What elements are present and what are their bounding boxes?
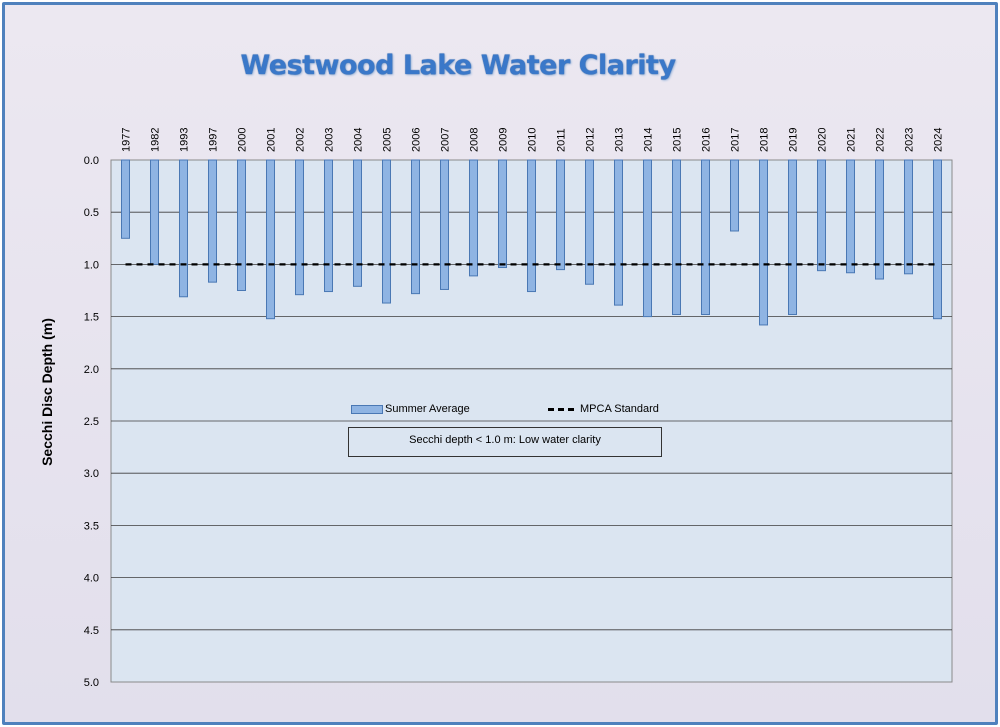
annotation-box: Secchi depth < 1.0 m: Low water clarity — [348, 427, 662, 457]
bar — [528, 160, 536, 292]
bar — [789, 160, 797, 315]
legend-label-summer-average: Summer Average — [385, 403, 470, 415]
x-tick-label: 2011 — [555, 128, 568, 152]
bar — [325, 160, 333, 292]
bar — [731, 160, 739, 231]
y-tick-label: 3.5 — [83, 520, 99, 533]
y-tick-label: 3.0 — [83, 468, 99, 481]
x-tick-label: 2008 — [468, 127, 481, 152]
y-tick-label: 1.0 — [83, 259, 99, 272]
y-tick-label: 1.5 — [83, 311, 99, 324]
y-tick-label: 0.5 — [83, 207, 99, 220]
bar — [934, 160, 942, 319]
bar — [586, 160, 594, 284]
bar — [412, 160, 420, 294]
bar — [644, 160, 652, 317]
x-tick-label: 2009 — [497, 127, 510, 152]
y-tick-label: 0.0 — [83, 155, 99, 167]
bar — [296, 160, 304, 295]
bar — [615, 160, 623, 305]
y-tick-label: 4.0 — [83, 572, 99, 585]
bar — [876, 160, 884, 279]
x-tick-label: 2010 — [526, 127, 539, 152]
bar — [383, 160, 391, 303]
legend-swatch-bar — [351, 405, 383, 414]
x-tick-label: 2001 — [265, 127, 278, 152]
legend-item-summer-average — [351, 403, 470, 415]
x-tick-label: 2013 — [613, 127, 626, 152]
y-axis-title: Secchi Disc Depth (m) — [39, 318, 55, 466]
legend-label-mpca-standard: MPCA Standard — [580, 403, 659, 415]
y-tick-label: 5.0 — [83, 677, 99, 689]
x-tick-label: 2006 — [410, 127, 423, 152]
x-tick-label: 2004 — [352, 127, 365, 152]
x-tick-label: 1982 — [149, 127, 162, 152]
x-tick-label: 2017 — [729, 127, 742, 152]
bar — [122, 160, 130, 238]
x-tick-label: 2014 — [642, 127, 655, 152]
x-tick-label: 2018 — [758, 127, 771, 152]
legend-item-mpca-standard — [548, 403, 659, 415]
bar — [441, 160, 449, 289]
bar — [470, 160, 478, 276]
bar — [818, 160, 826, 271]
chart-title: Westwood Lake Water Clarity — [240, 50, 676, 81]
y-tick-label: 4.5 — [83, 624, 99, 637]
x-tick-label: 1977 — [120, 127, 133, 152]
x-tick-label: 2015 — [671, 127, 684, 152]
bar — [238, 160, 246, 291]
bar — [673, 160, 681, 315]
bar — [267, 160, 275, 319]
x-tick-label: 2024 — [932, 127, 945, 152]
bar — [180, 160, 188, 297]
x-tick-label: 1997 — [207, 127, 220, 152]
bar — [151, 160, 159, 264]
x-tick-label: 2021 — [845, 127, 858, 152]
bar — [354, 160, 362, 286]
y-tick-label: 2.5 — [83, 416, 99, 428]
x-tick-label: 2020 — [816, 127, 829, 152]
bar — [557, 160, 565, 270]
x-tick-label: 2012 — [584, 127, 597, 152]
x-tick-label: 2019 — [787, 127, 800, 152]
x-tick-label: 2000 — [236, 127, 249, 152]
bar — [760, 160, 768, 325]
x-tick-label: 2007 — [439, 127, 452, 152]
bar — [847, 160, 855, 273]
x-tick-label: 1993 — [178, 127, 191, 152]
x-tick-label: 2023 — [903, 127, 916, 152]
bar — [702, 160, 710, 315]
y-tick-label: 2.0 — [83, 363, 99, 376]
legend-swatch-dash — [548, 408, 574, 411]
x-tick-label: 2003 — [323, 127, 336, 152]
bar — [499, 160, 507, 268]
x-tick-label: 2022 — [874, 127, 887, 152]
bar — [905, 160, 913, 274]
x-tick-label: 2016 — [700, 127, 713, 152]
x-tick-label: 2005 — [381, 127, 394, 152]
x-tick-label: 2002 — [294, 127, 307, 152]
